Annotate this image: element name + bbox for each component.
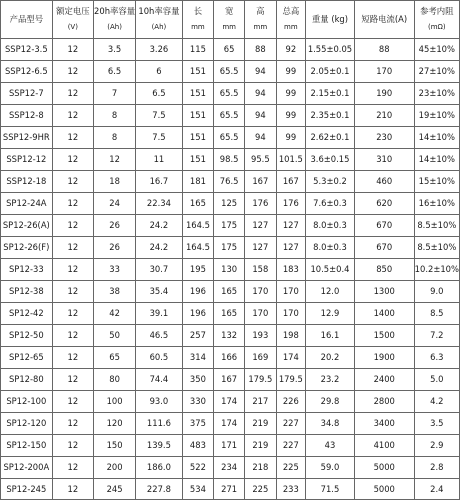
table-cell: 1300 [354, 281, 414, 303]
column-header [52, 1, 93, 39]
model-cell: SSP12-3.5 [1, 39, 53, 61]
table-cell: 65.5 [214, 61, 245, 83]
table-cell: 176 [245, 193, 276, 215]
table-cell: 4100 [354, 435, 414, 457]
table-cell: 39.1 [136, 303, 183, 325]
table-cell: 88 [245, 39, 276, 61]
column-header [245, 1, 276, 39]
model-cell: SP12-33 [1, 259, 53, 281]
table-cell: 99 [276, 105, 306, 127]
table-cell: 12 [52, 39, 93, 61]
table-cell: 170 [276, 303, 306, 325]
table-cell: 76.5 [214, 171, 245, 193]
table-cell: 151 [182, 105, 213, 127]
table-cell: 11 [136, 149, 183, 171]
column-header [276, 1, 306, 39]
table-cell: 23±10% [414, 83, 459, 105]
column-header-label: 总高 [282, 6, 300, 17]
table-row [1, 149, 460, 171]
column-header [354, 1, 414, 39]
table-cell: 198 [276, 325, 306, 347]
table-cell: 7 [94, 83, 136, 105]
table-cell: 2.62±0.1 [306, 127, 355, 149]
table-cell: 6.5 [94, 61, 136, 83]
table-cell: 183 [276, 259, 306, 281]
table-cell: 24.2 [136, 215, 183, 237]
table-cell: 8.5±10% [414, 237, 459, 259]
table-cell: 12 [52, 127, 93, 149]
table-cell: 165 [214, 281, 245, 303]
header-row [1, 1, 460, 39]
table-cell: 60.5 [136, 347, 183, 369]
table-cell: 2.9 [414, 435, 459, 457]
table-cell: 14±10% [414, 149, 459, 171]
table-cell: 6.5 [136, 83, 183, 105]
table-cell: 170 [276, 281, 306, 303]
table-cell: 534 [182, 479, 213, 500]
table-cell: 164.5 [182, 215, 213, 237]
table-cell: 6.3 [414, 347, 459, 369]
table-cell: 179.5 [245, 369, 276, 391]
model-cell: SP12-80 [1, 369, 53, 391]
table-cell: 8 [94, 127, 136, 149]
table-cell: 18 [94, 171, 136, 193]
table-cell: 33 [94, 259, 136, 281]
table-cell: 92 [276, 39, 306, 61]
column-header-label: 短路电流(A) [361, 14, 408, 25]
table-cell: 3400 [354, 413, 414, 435]
table-cell: 219 [245, 435, 276, 457]
column-header [414, 1, 459, 39]
column-header-unit: mm [284, 23, 298, 32]
table-row [1, 391, 460, 413]
table-cell: 195 [182, 259, 213, 281]
column-header-unit: (mΩ) [428, 23, 446, 32]
table-cell: 12 [52, 325, 93, 347]
column-header-unit: mm [222, 23, 236, 32]
table-cell: 314 [182, 347, 213, 369]
table-cell: 7.6±0.3 [306, 193, 355, 215]
table-cell: 65 [214, 39, 245, 61]
table-cell: 20.2 [306, 347, 355, 369]
table-cell: 218 [245, 457, 276, 479]
column-header-label: 参考内阻 [420, 6, 454, 17]
table-cell: 175 [214, 237, 245, 259]
table-cell: 65 [94, 347, 136, 369]
table-cell: 217 [245, 391, 276, 413]
model-cell: SSP12-9HR [1, 127, 53, 149]
table-cell: 3.26 [136, 39, 183, 61]
table-cell: 12 [52, 391, 93, 413]
table-cell: 30.7 [136, 259, 183, 281]
table-cell: 170 [245, 303, 276, 325]
table-cell: 65.5 [214, 83, 245, 105]
table-cell: 7.5 [136, 127, 183, 149]
table-cell: 375 [182, 413, 213, 435]
column-header [306, 1, 355, 39]
table-cell: 65.5 [214, 105, 245, 127]
column-header-label: 重量 (kg) [311, 14, 349, 25]
table-cell: 8.0±0.3 [306, 215, 355, 237]
table-cell: 43 [306, 435, 355, 457]
table-cell: 99 [276, 127, 306, 149]
table-row [1, 281, 460, 303]
table-cell: 120 [94, 413, 136, 435]
table-cell: 233 [276, 479, 306, 500]
table-row [1, 83, 460, 105]
table-cell: 5.0 [414, 369, 459, 391]
model-cell: SSP12-18 [1, 171, 53, 193]
table-cell: 127 [245, 237, 276, 259]
table-row [1, 325, 460, 347]
table-cell: 171 [214, 435, 245, 457]
column-header [214, 1, 245, 39]
table-row [1, 479, 460, 500]
table-cell: 27±10% [414, 61, 459, 83]
table-cell: 12 [52, 303, 93, 325]
model-cell: SP12-42 [1, 303, 53, 325]
table-cell: 12 [52, 259, 93, 281]
table-cell: 8.5±10% [414, 215, 459, 237]
column-header [136, 1, 183, 39]
table-cell: 16.7 [136, 171, 183, 193]
table-cell: 170 [245, 281, 276, 303]
table-cell: 174 [214, 413, 245, 435]
table-cell: 151 [182, 127, 213, 149]
table-cell: 167 [214, 369, 245, 391]
table-cell: 22.34 [136, 193, 183, 215]
table-cell: 169 [245, 347, 276, 369]
model-cell: SSP12-6.5 [1, 61, 53, 83]
table-cell: 12 [52, 83, 93, 105]
table-cell: 12 [52, 347, 93, 369]
table-cell: 15±10% [414, 171, 459, 193]
table-cell: 227 [276, 413, 306, 435]
table-cell: 12 [94, 149, 136, 171]
table-cell: 12 [52, 435, 93, 457]
table-cell: 12 [52, 215, 93, 237]
column-header [1, 1, 53, 39]
table-cell: 16±10% [414, 193, 459, 215]
table-cell: 26 [94, 237, 136, 259]
table-cell: 7.2 [414, 325, 459, 347]
table-cell: 38 [94, 281, 136, 303]
table-cell: 5000 [354, 479, 414, 500]
table-cell: 10.5±0.4 [306, 259, 355, 281]
table-cell: 310 [354, 149, 414, 171]
table-cell: 245 [94, 479, 136, 500]
table-cell: 139.5 [136, 435, 183, 457]
table-cell: 226 [276, 391, 306, 413]
column-header-unit: mm [253, 23, 268, 32]
table-cell: 1900 [354, 347, 414, 369]
table-cell: 483 [182, 435, 213, 457]
table-cell: 12 [52, 281, 93, 303]
model-cell: SP12-120 [1, 413, 53, 435]
table-row [1, 193, 460, 215]
model-cell: SSP12-12 [1, 149, 53, 171]
table-row [1, 369, 460, 391]
table-cell: 2.4 [414, 479, 459, 500]
table-cell: 227 [276, 435, 306, 457]
table-cell: 8.5 [414, 303, 459, 325]
table-cell: 2.05±0.1 [306, 61, 355, 83]
model-cell: SP12-26(F) [1, 237, 53, 259]
column-header-unit: (Ah) [151, 23, 167, 32]
table-cell: 65.5 [214, 127, 245, 149]
table-cell: 12 [52, 149, 93, 171]
table-row [1, 259, 460, 281]
table-cell: 12 [52, 193, 93, 215]
table-cell: 225 [276, 457, 306, 479]
table-cell: 99 [276, 83, 306, 105]
table-cell: 3.5 [94, 39, 136, 61]
model-cell: SP12-200A [1, 457, 53, 479]
table-cell: 12 [52, 479, 93, 500]
table-cell: 12 [52, 369, 93, 391]
table-cell: 151 [182, 61, 213, 83]
table-cell: 50 [94, 325, 136, 347]
table-cell: 12 [52, 413, 93, 435]
table-cell: 23.2 [306, 369, 355, 391]
table-row [1, 127, 460, 149]
table-cell: 111.6 [136, 413, 183, 435]
column-header-label: 产品型号 [9, 14, 44, 25]
column-header-label: 20h率容量 [94, 6, 136, 17]
table-cell: 5000 [354, 457, 414, 479]
table-cell: 5.3±0.2 [306, 171, 355, 193]
table-cell: 74.4 [136, 369, 183, 391]
table-cell: 225 [245, 479, 276, 500]
table-cell: 150 [94, 435, 136, 457]
table-cell: 94 [245, 83, 276, 105]
table-cell: 170 [354, 61, 414, 83]
table-cell: 12 [52, 61, 93, 83]
column-header [94, 1, 136, 39]
table-cell: 94 [245, 105, 276, 127]
table-row [1, 457, 460, 479]
table-cell: 2.35±0.1 [306, 105, 355, 127]
table-cell: 196 [182, 281, 213, 303]
table-cell: 330 [182, 391, 213, 413]
table-cell: 165 [214, 303, 245, 325]
table-cell: 95.5 [245, 149, 276, 171]
column-header-unit: mm [191, 23, 205, 32]
table-cell: 9.0 [414, 281, 459, 303]
table-cell: 2.15±0.1 [306, 83, 355, 105]
table-row [1, 105, 460, 127]
table-cell: 19±10% [414, 105, 459, 127]
table-cell: 522 [182, 457, 213, 479]
table-cell: 158 [245, 259, 276, 281]
table-cell: 7.5 [136, 105, 183, 127]
table-cell: 167 [276, 171, 306, 193]
model-cell: SP12-65 [1, 347, 53, 369]
model-cell: SP12-50 [1, 325, 53, 347]
model-cell: SP12-26(A) [1, 215, 53, 237]
table-cell: 620 [354, 193, 414, 215]
table-row [1, 237, 460, 259]
table-cell: 174 [214, 391, 245, 413]
table-header [1, 1, 460, 39]
column-header-label: 10h率容量 [138, 6, 180, 17]
table-cell: 80 [94, 369, 136, 391]
table-cell: 59.0 [306, 457, 355, 479]
table-cell: 127 [276, 215, 306, 237]
table-cell: 6 [136, 61, 183, 83]
table-cell: 12.9 [306, 303, 355, 325]
table-body [1, 39, 460, 500]
table-cell: 35.4 [136, 281, 183, 303]
table-cell: 1400 [354, 303, 414, 325]
table-cell: 24 [94, 193, 136, 215]
table-cell: 227.8 [136, 479, 183, 500]
table-cell: 1.55±0.05 [306, 39, 355, 61]
column-header-label: 长 [193, 6, 203, 17]
table-cell: 186.0 [136, 457, 183, 479]
column-header-unit: (V) [67, 23, 78, 32]
table-cell: 181 [182, 171, 213, 193]
table-cell: 151 [182, 83, 213, 105]
table-row [1, 171, 460, 193]
table-cell: 193 [245, 325, 276, 347]
table-cell: 46.5 [136, 325, 183, 347]
table-cell: 8.0±0.3 [306, 237, 355, 259]
table-cell: 190 [354, 83, 414, 105]
table-cell: 210 [354, 105, 414, 127]
table-cell: 670 [354, 237, 414, 259]
table-cell: 165 [182, 193, 213, 215]
table-cell: 12 [52, 171, 93, 193]
table-cell: 12 [52, 105, 93, 127]
table-cell: 234 [214, 457, 245, 479]
table-cell: 130 [214, 259, 245, 281]
table-cell: 101.5 [276, 149, 306, 171]
table-row [1, 435, 460, 457]
model-cell: SP12-245 [1, 479, 53, 500]
table-cell: 1500 [354, 325, 414, 347]
table-cell: 16.1 [306, 325, 355, 347]
table-row [1, 303, 460, 325]
table-row [1, 347, 460, 369]
table-cell: 3.5 [414, 413, 459, 435]
table-cell: 200 [94, 457, 136, 479]
table-cell: 179.5 [276, 369, 306, 391]
table-cell: 93.0 [136, 391, 183, 413]
model-cell: SSP12-8 [1, 105, 53, 127]
table-cell: 151 [182, 149, 213, 171]
table-cell: 2400 [354, 369, 414, 391]
table-cell: 42 [94, 303, 136, 325]
model-cell: SSP12-7 [1, 83, 53, 105]
table-cell: 125 [214, 193, 245, 215]
table-cell: 174 [276, 347, 306, 369]
table-cell: 3.6±0.15 [306, 149, 355, 171]
table-cell: 164.5 [182, 237, 213, 259]
table-cell: 8 [94, 105, 136, 127]
table-cell: 176 [276, 193, 306, 215]
table-cell: 14±10% [414, 127, 459, 149]
table-cell: 350 [182, 369, 213, 391]
table-row [1, 215, 460, 237]
table-cell: 132 [214, 325, 245, 347]
table-cell: 100 [94, 391, 136, 413]
table-cell: 94 [245, 61, 276, 83]
table-cell: 4.2 [414, 391, 459, 413]
table-cell: 196 [182, 303, 213, 325]
table-cell: 460 [354, 171, 414, 193]
table-row [1, 61, 460, 83]
table-cell: 98.5 [214, 149, 245, 171]
table-cell: 26 [94, 215, 136, 237]
table-cell: 94 [245, 127, 276, 149]
model-cell: SP12-100 [1, 391, 53, 413]
model-cell: SP12-38 [1, 281, 53, 303]
table-cell: 230 [354, 127, 414, 149]
table-cell: 127 [245, 215, 276, 237]
column-header-label: 额定电压 [56, 6, 90, 17]
table-cell: 88 [354, 39, 414, 61]
table-cell: 29.8 [306, 391, 355, 413]
model-cell: SP12-150 [1, 435, 53, 457]
table-cell: 127 [276, 237, 306, 259]
table-cell: 115 [182, 39, 213, 61]
table-cell: 271 [214, 479, 245, 500]
table-cell: 257 [182, 325, 213, 347]
table-cell: 175 [214, 215, 245, 237]
table-cell: 850 [354, 259, 414, 281]
table-cell: 670 [354, 215, 414, 237]
table-cell: 45±10% [414, 39, 459, 61]
table-cell: 166 [214, 347, 245, 369]
table-cell: 99 [276, 61, 306, 83]
column-header-label: 宽 [224, 6, 234, 17]
table-cell: 12.0 [306, 281, 355, 303]
table-cell: 24.2 [136, 237, 183, 259]
table-cell: 2.8 [414, 457, 459, 479]
table-cell: 167 [245, 171, 276, 193]
column-header [182, 1, 213, 39]
table-row [1, 39, 460, 61]
table-row [1, 413, 460, 435]
table-cell: 2800 [354, 391, 414, 413]
table-cell: 71.5 [306, 479, 355, 500]
column-header-unit: (Ah) [107, 23, 122, 32]
table-cell: 12 [52, 457, 93, 479]
model-cell: SP12-24A [1, 193, 53, 215]
table-cell: 34.8 [306, 413, 355, 435]
table-cell: 12 [52, 237, 93, 259]
table-cell: 219 [245, 413, 276, 435]
column-header-label: 高 [256, 6, 265, 17]
table-cell: 10.2±10% [414, 259, 459, 281]
